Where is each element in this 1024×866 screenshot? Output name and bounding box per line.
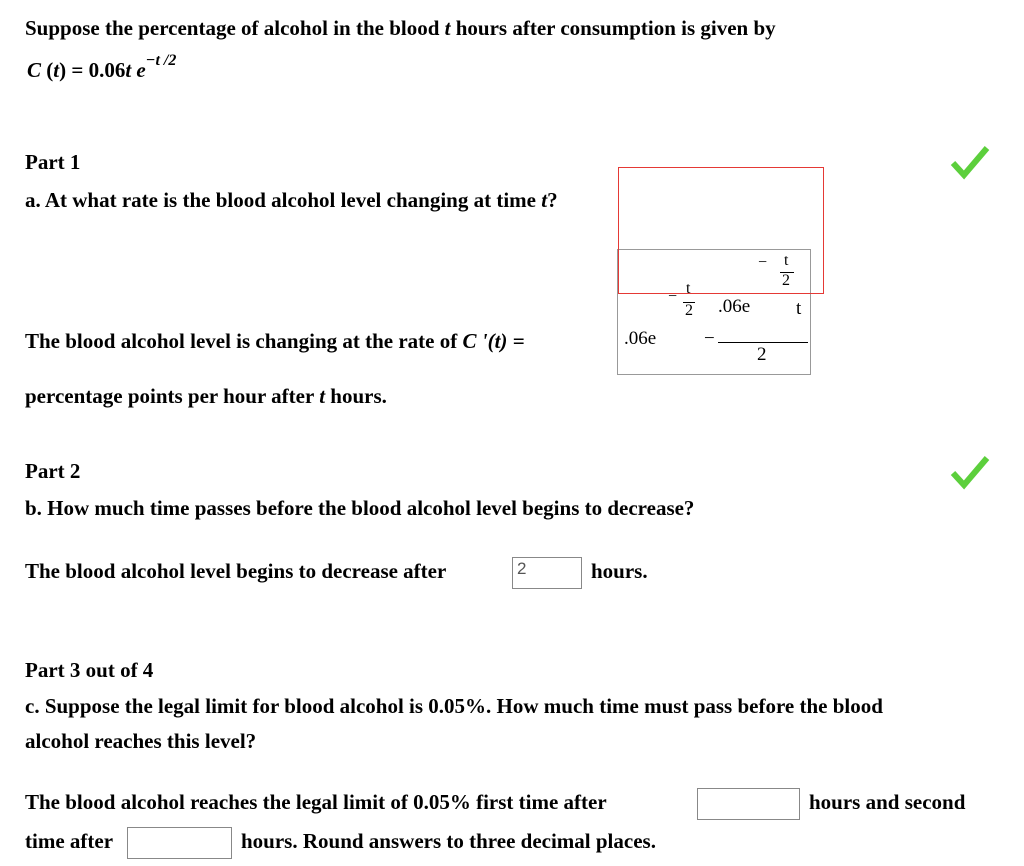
- part1-answer-suffix: percentage points per hour after t hours.: [25, 384, 387, 408]
- part3-answer-suffix: hours. Round answers to three decimal places.: [241, 829, 656, 853]
- part3-answer-line2: time after: [25, 829, 114, 853]
- part2-question: b. How much time passes before the blood alcohol level begins to decrease?: [25, 496, 695, 520]
- part3-question-line2: alcohol reaches this level?: [25, 729, 257, 753]
- exp-minus: −: [758, 254, 768, 271]
- second-time-input[interactable]: [127, 827, 232, 859]
- frac-coef: .06e: [718, 296, 751, 317]
- first-time-input[interactable]: [697, 788, 800, 820]
- minus: −: [704, 328, 715, 349]
- part3-question-line1: c. Suppose the legal limit for blood alcohol is 0.05%. How much time must pass before the blood: [25, 694, 883, 718]
- formula: C (t) = 0.06t $e^{-t /2}$: [27, 52, 177, 82]
- part1-question: a. At what rate is the blood alcohol level changing at time t?: [25, 188, 558, 212]
- frac-den: 2: [757, 344, 767, 365]
- highlight-box: [618, 167, 824, 294]
- part2-answer-label: The blood alcohol level begins to decrease after: [25, 559, 447, 583]
- part2-title: Part 2: [25, 459, 81, 483]
- part3-answer-mid: hours and second: [809, 790, 966, 814]
- exp-minus2: −: [668, 288, 678, 305]
- coef: .06e: [624, 328, 657, 349]
- part2-answer-suffix: hours.: [591, 559, 648, 583]
- exp-num: t: [784, 252, 789, 269]
- intro-text: Suppose the percentage of alcohol in the blood t hours after consumption is given by: [25, 16, 776, 40]
- frac-t: t: [796, 298, 802, 319]
- check-icon: [950, 455, 990, 491]
- exp-num2: t: [686, 280, 691, 297]
- part1-title: Part 1: [25, 150, 81, 174]
- part3-title: Part 3 out of 4: [25, 658, 154, 682]
- decrease-time-input[interactable]: 2: [512, 557, 582, 589]
- part3-answer-label: The blood alcohol reaches the legal limit of 0.05% first time after: [25, 790, 607, 814]
- exp-den2: 2: [685, 302, 693, 319]
- check-icon: [950, 145, 990, 181]
- exp-den: 2: [782, 272, 790, 289]
- part1-answer-label: The blood alcohol level is changing at the rate of C '(t) =: [25, 329, 525, 353]
